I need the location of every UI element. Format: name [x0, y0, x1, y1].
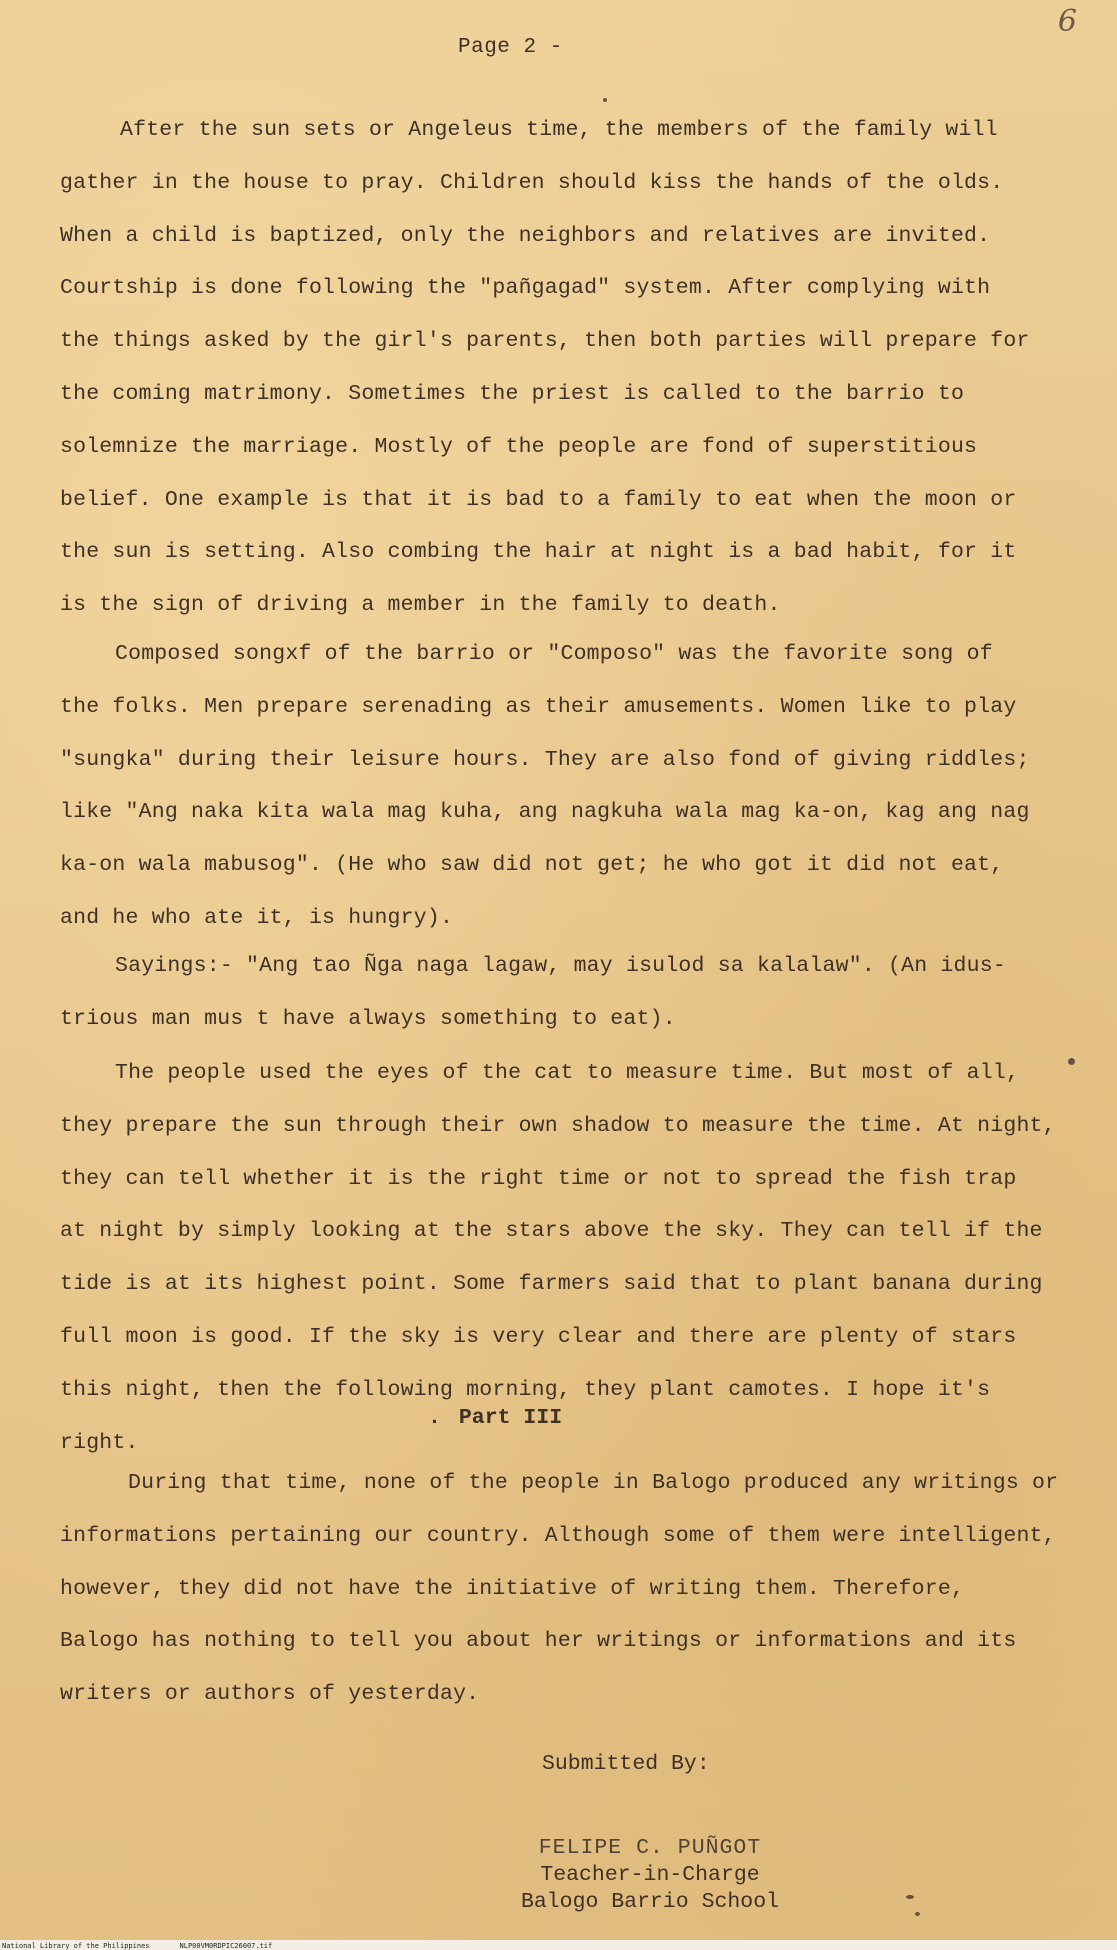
- footer-library: National Library of the Philippines: [2, 1942, 150, 1950]
- paper-speck: [915, 1912, 920, 1916]
- paper-speck: [603, 98, 607, 102]
- paragraph-songs-riddles: Composed songxf of the barrio or "Composo" was the favorite song of the folks. Men prepare serenading as their amusements. Women like to play "sungka" during their leisure hours. They are also fond of giving riddles; like "Ang naka kita wala mag kuha, ang nagkuha wala mag ka-on, kag ang nag ka-on wala mabusog". (He who saw did not get; he who got it did not eat, and he who ate it, is hungry).: [60, 642, 1030, 930]
- part-heading-label: Part III: [458, 1406, 563, 1430]
- scan-footer: [2, 1942, 272, 1950]
- handwritten-page-number: 6: [1057, 4, 1077, 39]
- part-heading: [428, 1406, 562, 1430]
- paragraph-customs: After the sun sets or Angeleus time, the members of the family will gather in the house to pray. Children should kiss the hands of the olds. When a child is baptized, only the neighbors and relatives are invited. Courtship is done following the "pañgagad" system. After complying with the things asked by the girl's parents, then both parties will prepare for the coming matrimony. Sometimes the priest is called to the barrio to solemnize the marriage. Mostly of the people are fond of superstitious belief. One example is that it is bad to a family to eat when the moon or the sun is setting. Also combing the hair at night is a bad habit, for it is the sign of driving a member in the family to death.: [60, 118, 1030, 618]
- paragraph-time-measurement: The people used the eyes of the cat to measure time. But most of all, they prepare the sun through their own shadow to measure the time. At night, they can tell whether it is the right time or not to spread the fish trap at night by simply looking at the stars above the sky. They can tell if the tide is at its highest point. Some farmers said that to plant banana during full moon is good. If the sky is very clear and there are plenty of stars this night, then the following morning, they plant camotes. I hope it's right.: [60, 1061, 1056, 1455]
- submitted-by-label: Submitted By:: [542, 1752, 710, 1776]
- signatory-name: FELIPE C. PUÑGOT: [538, 1836, 762, 1860]
- signature-block: [505, 1835, 795, 1916]
- paper-speck: [906, 1895, 914, 1899]
- signatory-school: Balogo Barrio School: [520, 1890, 780, 1914]
- part-heading-bullet: .: [428, 1406, 441, 1430]
- paragraph-writings: During that time, none of the people in Balogo produced any writings or informations pertaining our country. Although some of them were intelligent, however, they did not have the initiative of writing them. Therefore, Balogo has nothing to tell you about her writings or informations and its writers or authors of yesterday.: [60, 1471, 1059, 1707]
- signatory-title: Teacher-in-Charge: [540, 1863, 760, 1887]
- paper-speck: [1068, 1058, 1075, 1065]
- paragraph-sayings: Sayings:- "Ang tao Ñga naga lagaw, may isulod sa kalalaw". (An idus- trious man mus t have always something to eat).: [60, 954, 1006, 1031]
- page-header: Page 2 -: [458, 36, 563, 59]
- footer-file: NLP00VM0RDPIC26007.tif: [179, 1942, 273, 1950]
